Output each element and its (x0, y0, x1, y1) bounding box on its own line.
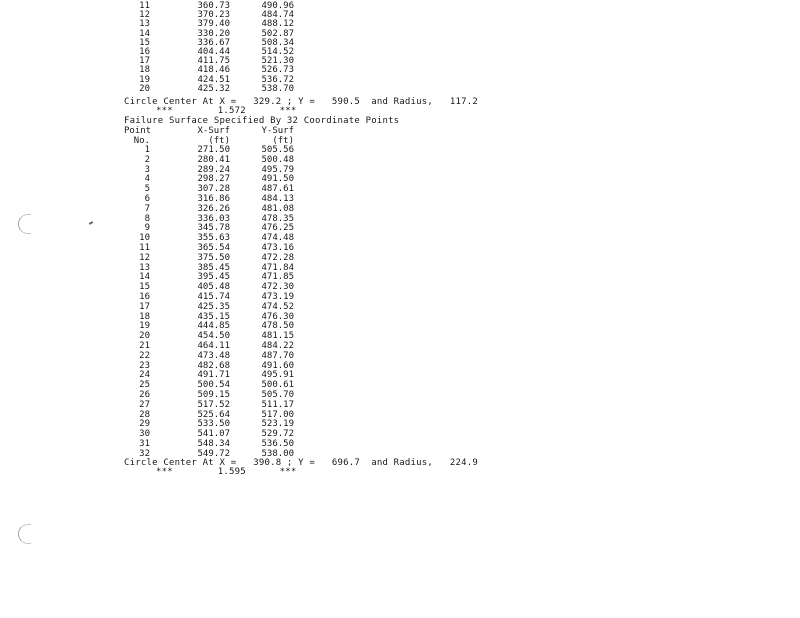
table-cell-x: 533.50 (197, 419, 230, 430)
table-cell-y: 495.91 (261, 370, 294, 381)
table-cell-y: 491.60 (261, 360, 294, 371)
table-cell-x: 454.50 (197, 331, 230, 342)
header-x-surf: X-Surf (197, 126, 230, 136)
table-cell-y: 471.85 (261, 272, 294, 283)
table-cell-y: 508.34 (261, 37, 294, 48)
table-cell-point: 8 (144, 213, 150, 224)
table-cell-x: 425.32 (197, 83, 230, 94)
table-cell-y: 481.08 (261, 203, 294, 214)
header-y-unit: (ft) (272, 136, 294, 146)
table-cell-y: 474.52 (261, 301, 294, 312)
table-cell-x: 444.85 (197, 321, 230, 332)
table-cell-point: 7 (144, 203, 150, 214)
table-cell-x: 316.86 (197, 194, 230, 204)
table-cell-x: 549.72 (197, 448, 230, 459)
table-cell-y: 476.25 (261, 223, 294, 234)
table-cell-x: 415.74 (197, 292, 230, 302)
table-cell-y: 473.19 (261, 292, 294, 302)
table-cell-y: 505.56 (261, 145, 294, 155)
table-cell-point: 16 (139, 292, 150, 302)
table-cell-point: 17 (139, 56, 150, 67)
table-cell-y: 478.35 (261, 213, 294, 224)
table-cell-point: 20 (139, 83, 150, 94)
table-cell-point: 12 (139, 252, 150, 263)
table-cell-point: 19 (139, 321, 150, 332)
table-cell-x: 405.48 (197, 282, 230, 293)
table-cell-y: 491.50 (261, 174, 294, 185)
table-cell-x: 500.54 (197, 380, 230, 391)
table-cell-point: 28 (139, 409, 150, 420)
table-cell-x: 330.20 (197, 28, 230, 39)
table-cell-y: 526.73 (261, 65, 294, 76)
header-point-unit: No. (133, 136, 150, 146)
table-cell-y: 517.00 (261, 409, 294, 420)
table-cell-x: 435.15 (197, 311, 230, 322)
table-cell-point: 30 (139, 429, 150, 440)
table-cell-point: 13 (139, 19, 150, 30)
table-cell-x: 525.64 (197, 409, 230, 420)
table-cell-point: 16 (139, 47, 150, 57)
circle-center-line-1: Circle Center At X = 329.2 ; Y = 590.5 and Radius, 117.2 (124, 97, 478, 107)
table-cell-point: 12 (139, 10, 150, 21)
table-cell-y: 474.48 (261, 233, 294, 244)
table-cell-x: 482.68 (197, 360, 230, 371)
table-cell-x: 418.46 (197, 65, 230, 76)
table-cell-x: 271.50 (197, 145, 230, 155)
table-cell-x: 280.41 (197, 154, 230, 165)
table-cell-y: 536.72 (261, 74, 294, 85)
table-cell-y: 473.16 (261, 243, 294, 253)
table-cell-x: 404.44 (197, 47, 230, 57)
table-cell-point: 14 (139, 272, 150, 283)
table-cell-point: 17 (139, 301, 150, 312)
table-cell-x: 425.35 (197, 301, 230, 312)
table-cell-point: 29 (139, 419, 150, 430)
table-cell-x: 464.11 (197, 341, 230, 351)
table-cell-x: 307.28 (197, 184, 230, 195)
table-cell-x: 326.26 (197, 203, 230, 214)
safety-factor-line-2: *** 1.595 *** (156, 467, 297, 477)
table-cell-x: 385.45 (197, 262, 230, 273)
circle-center-line-2: Circle Center At X = 390.8 ; Y = 696.7 and Radius, 224.9 (124, 458, 478, 468)
table-cell-point: 18 (139, 311, 150, 322)
table-cell-x: 365.54 (197, 243, 230, 253)
table-cell-y: 481.15 (261, 331, 294, 342)
table-cell-x: 548.34 (197, 439, 230, 449)
table-cell-point: 21 (139, 341, 150, 351)
header-y-surf: Y-Surf (261, 126, 294, 136)
table-cell-x: 424.51 (197, 74, 230, 85)
table-cell-y: 487.70 (261, 350, 294, 361)
table-cell-point: 15 (139, 282, 150, 293)
table-cell-x: 517.52 (197, 399, 230, 410)
table-cell-y: 500.61 (261, 380, 294, 391)
table-cell-point: 2 (144, 154, 150, 165)
table-cell-x: 379.40 (197, 19, 230, 30)
table-cell-point: 25 (139, 380, 150, 391)
table-cell-point: 14 (139, 28, 150, 39)
table-cell-y: 488.12 (261, 19, 294, 30)
header-point: Point (124, 126, 152, 136)
table-cell-point: 23 (139, 360, 150, 371)
table-cell-y: 514.52 (261, 47, 294, 57)
table-cell-y: 538.70 (261, 83, 294, 94)
table-cell-y: 521.30 (261, 56, 294, 67)
table-cell-y: 495.79 (261, 164, 294, 175)
table-cell-y: 484.74 (261, 10, 294, 21)
table-cell-x: 375.50 (197, 252, 230, 263)
table-cell-x: 411.75 (197, 56, 230, 67)
table-cell-y: 500.48 (261, 154, 294, 165)
table-cell-point: 1 (144, 145, 150, 155)
table-cell-y: 472.30 (261, 282, 294, 293)
table-cell-y: 536.50 (261, 439, 294, 449)
table-cell-y: 529.72 (261, 429, 294, 440)
scan-mark (18, 214, 31, 234)
table-cell-y: 523.19 (261, 419, 294, 430)
table-cell-point: 11 (139, 1, 150, 11)
table-cell-x: 491.71 (197, 370, 230, 381)
table-cell-y: 476.30 (261, 311, 294, 322)
table-cell-point: 24 (139, 370, 150, 381)
table-cell-y: 484.13 (261, 194, 294, 204)
table-cell-point: 5 (144, 184, 150, 195)
table-cell-y: 505.70 (261, 390, 294, 400)
table-cell-point: 15 (139, 37, 150, 48)
table-cell-point: 13 (139, 262, 150, 273)
table-cell-point: 11 (139, 243, 150, 253)
table-cell-x: 289.24 (197, 164, 230, 175)
table-cell-y: 471.84 (261, 262, 294, 273)
failure-surface-title: Failure Surface Specified By 32 Coordinate Points (124, 116, 400, 126)
table-cell-point: 9 (144, 223, 150, 234)
table-cell-point: 20 (139, 331, 150, 342)
table-cell-x: 541.07 (197, 429, 230, 440)
table-cell-point: 10 (139, 233, 150, 244)
header-x-unit: (ft) (208, 136, 230, 146)
table-cell-point: 3 (144, 164, 150, 175)
table-cell-y: 487.61 (261, 184, 294, 195)
table-cell-point: 18 (139, 65, 150, 76)
table-cell-x: 360.73 (197, 1, 230, 11)
table-cell-y: 490.96 (261, 1, 294, 11)
table-cell-y: 472.28 (261, 252, 294, 263)
table-cell-point: 22 (139, 350, 150, 361)
table-cell-y: 511.17 (261, 399, 294, 410)
table-cell-x: 298.27 (197, 174, 230, 185)
safety-factor-line-1: *** 1.572 *** (156, 106, 297, 116)
scan-mark (89, 221, 93, 225)
table-cell-x: 336.03 (197, 213, 230, 224)
table-cell-x: 345.78 (197, 223, 230, 234)
table-cell-point: 6 (144, 194, 150, 204)
table-cell-x: 509.15 (197, 390, 230, 400)
table-cell-x: 370.23 (197, 10, 230, 21)
scan-mark (18, 524, 31, 544)
table-cell-x: 355.63 (197, 233, 230, 244)
table-cell-point: 19 (139, 74, 150, 85)
table-cell-y: 484.22 (261, 341, 294, 351)
table-cell-point: 27 (139, 399, 150, 410)
table-cell-x: 395.45 (197, 272, 230, 283)
table-cell-point: 26 (139, 390, 150, 400)
table-cell-point: 32 (139, 448, 150, 459)
table-cell-x: 473.48 (197, 350, 230, 361)
table-cell-point: 31 (139, 439, 150, 449)
table-cell-point: 4 (144, 174, 150, 185)
table-cell-x: 336.67 (197, 37, 230, 48)
table-cell-y: 478.50 (261, 321, 294, 332)
table-cell-y: 502.87 (261, 28, 294, 39)
table-cell-y: 538.00 (261, 448, 294, 459)
